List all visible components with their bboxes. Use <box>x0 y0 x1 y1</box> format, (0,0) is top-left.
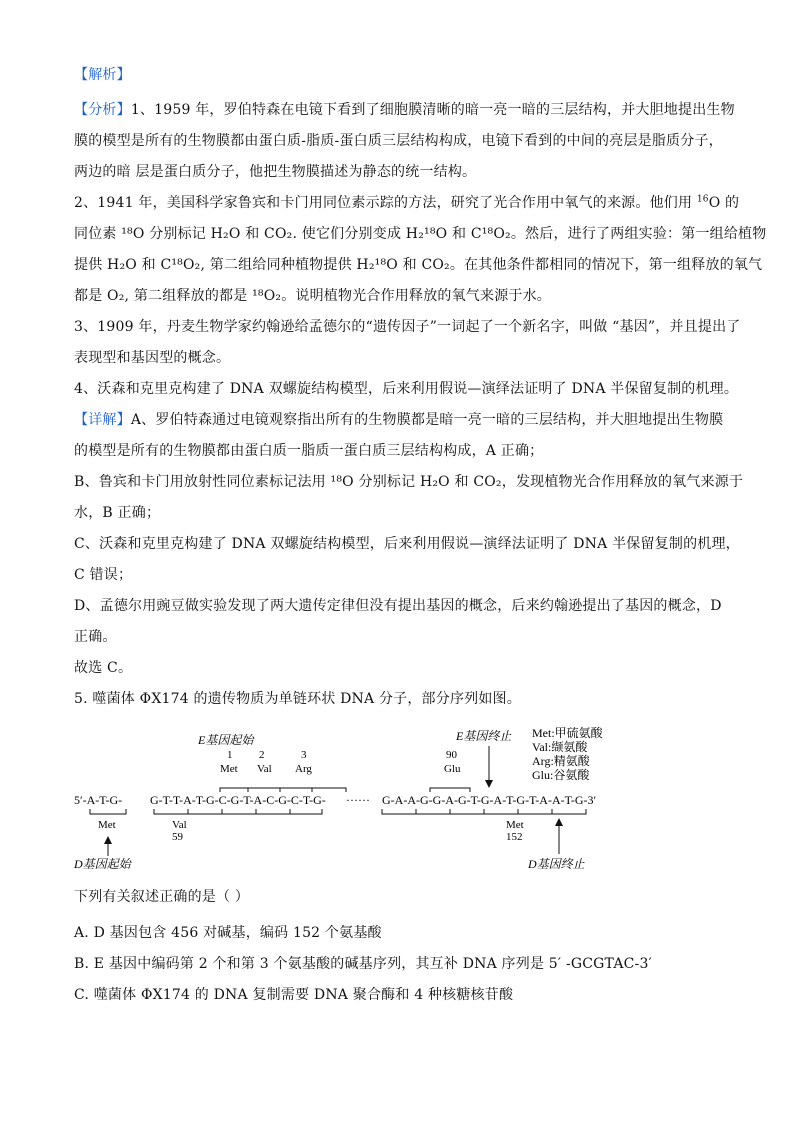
option-c: C. 噬菌体 ΦX174 的 DNA 复制需要 DNA 聚合酶和 4 种核糖核苷酸 <box>74 987 514 1003</box>
amino-acid-label: Met <box>98 819 116 831</box>
amino-acid-label: Met <box>220 763 238 775</box>
detail-line: C、沃森和克里克构建了 DNA 双螺旋结构模型，后来利用假说—演绎法证明了 DNA 半保留复制的机理， <box>74 536 740 552</box>
detail-line: 的模型是所有的生物膜都由蛋白质一脂质一蛋白质三层结构构成，A 正确； <box>74 443 544 459</box>
sequence-left: 5′-A-T-G- <box>74 793 123 807</box>
dna-sequence-figure <box>70 722 630 872</box>
codon-number: 3 <box>301 749 307 761</box>
codon-number: 2 <box>259 749 265 761</box>
amino-acid-label: Val <box>172 819 187 831</box>
legend-item: Met:甲硫氨酸 <box>532 726 603 740</box>
detail-paragraph <box>74 411 734 429</box>
analysis-paragraph-4: 4、沃森和克里克构建了 DNA 双螺旋结构模型，后来利用假说—演绎法证明了 DNA 半保留复制的机理。 <box>74 381 739 397</box>
detail-line: D、孟德尔用豌豆做实验发现了两大遗传定律但没有提出基因的概念，后来约翰逊提出了基因的概念，D <box>74 598 722 614</box>
codon-number: 59 <box>172 831 183 843</box>
p2-text-b: O 的 <box>708 195 740 211</box>
option-a: A. D 基因包含 456 对碱基，编码 152 个氨基酸 <box>74 925 382 941</box>
xiangjie-text: A、罗伯特森通过电镜观察指出所有的生物膜都是暗一亮一暗的三层结构，并大胆地提出生物膜 <box>130 412 724 428</box>
d-end-arrowhead <box>555 818 563 826</box>
analysis-line: 提供 H₂O 和 C¹⁸O₂, 第二组给同种植物提供 H₂¹⁸O 和 CO₂。在其他条件都相同的情况下，第一组释放的氧气 <box>74 257 763 273</box>
detail-line: 水，B 正确； <box>74 505 161 521</box>
analysis-paragraph-3: 3、1909 年，丹麦生物学家约翰逊给孟德尔的“遗传因子”一词起了一个新名字，叫做 “基因”，并且提出了 <box>74 319 741 335</box>
codon-bracket <box>430 788 470 792</box>
detail-line: 正确。 <box>74 629 117 645</box>
e-end-arrowhead <box>485 780 493 788</box>
analysis-line: 都是 O₂, 第二组释放的都是 ¹⁸O₂。说明植物光合作用释放的氧气来源于水。 <box>74 288 552 304</box>
sequence-middle: G-T-T-A-T-G-C-G-T-A-C-G-C-T-G- <box>150 793 326 807</box>
legend-item: Glu:谷氨酸 <box>532 768 590 782</box>
analysis-line: 膜的模型是所有的生物膜都由蛋白质-脂质-蛋白质三层结构构成，电镜下看到的中间的亮层是脂质分子， <box>74 133 723 149</box>
xiangjie-label: 【详解】 <box>74 412 131 428</box>
question-prompt: 下列有关叙述正确的是（ ） <box>74 889 250 905</box>
codon-number: 152 <box>506 831 523 843</box>
amino-acid-label: Arg <box>295 763 312 775</box>
analysis-line: 表现型和基因型的概念。 <box>74 350 231 366</box>
d-gene-end-label: D基因终止 <box>528 857 585 871</box>
sequence-dots: ······ <box>346 793 370 807</box>
fenxi-text: 1、1959 年，罗伯特森在电镜下看到了细胞膜清晰的暗一亮一暗的三层结构，并大胆地提出生物 <box>130 102 735 118</box>
sequence-right: G-A-A-G-G-A-G-T-G-A-T-G-T-A-A-T-G-3′ <box>382 793 597 807</box>
option-b: B. E 基因中编码第 2 个和第 3 个氨基酸的碱基序列，其互补 DNA 序列是 5′ -GCGTAC-3′ <box>74 956 652 972</box>
analysis-line: 两边的暗 层是蛋白质分子，他把生物膜描述为静态的统一结构。 <box>74 164 477 180</box>
d-gene-start-label: D基因起始 <box>74 857 131 871</box>
codon-bracket <box>220 788 346 792</box>
legend-item: Arg:精氨酸 <box>532 754 590 768</box>
codon-number: 90 <box>446 749 457 761</box>
e-gene-start-label: E基因起始 <box>198 733 254 747</box>
answer-line: 故选 C。 <box>74 660 133 676</box>
legend-item: Val:缬氨酸 <box>532 740 588 754</box>
amino-acid-label: Glu <box>444 763 461 775</box>
codon-number: 1 <box>227 749 233 761</box>
amino-acid-label: Met <box>506 819 524 831</box>
codon-bracket <box>90 809 322 814</box>
analysis-line: 同位素 ¹⁸O 分别标记 H₂O 和 CO₂. 使它们分别变成 H₂¹⁸O 和 C¹⁸O₂。然后，进行了两组实验：第一组给植物 <box>74 226 767 242</box>
fenxi-label: 【分析】 <box>74 102 131 118</box>
analysis-paragraph-1 <box>74 101 734 119</box>
analysis-heading: 【解析】 <box>74 67 131 83</box>
question-5-stem: 5. 噬菌体 ΦX174 的遗传物质为单链环状 DNA 分子，部分序列如图。 <box>74 691 521 707</box>
p2-sup: 16 <box>696 194 709 205</box>
e-gene-end-label: E基因终止 <box>456 729 512 743</box>
detail-line: B、鲁宾和卡门用放射性同位素标记法用 ¹⁸O 分别标记 H₂O 和 CO₂，发现植物光合作用释放的氧气来源于 <box>74 474 744 490</box>
codon-bracket <box>382 809 586 814</box>
detail-line: C 错误； <box>74 567 133 583</box>
p2-text-a: 2、1941 年，美国科学家鲁宾和卡门用同位素示踪的方法，研究了光合作用中氧气的来源。他们用 <box>74 195 697 211</box>
analysis-paragraph-2 <box>74 194 740 212</box>
d-start-arrowhead <box>104 836 112 844</box>
amino-acid-label: Val <box>257 763 272 775</box>
